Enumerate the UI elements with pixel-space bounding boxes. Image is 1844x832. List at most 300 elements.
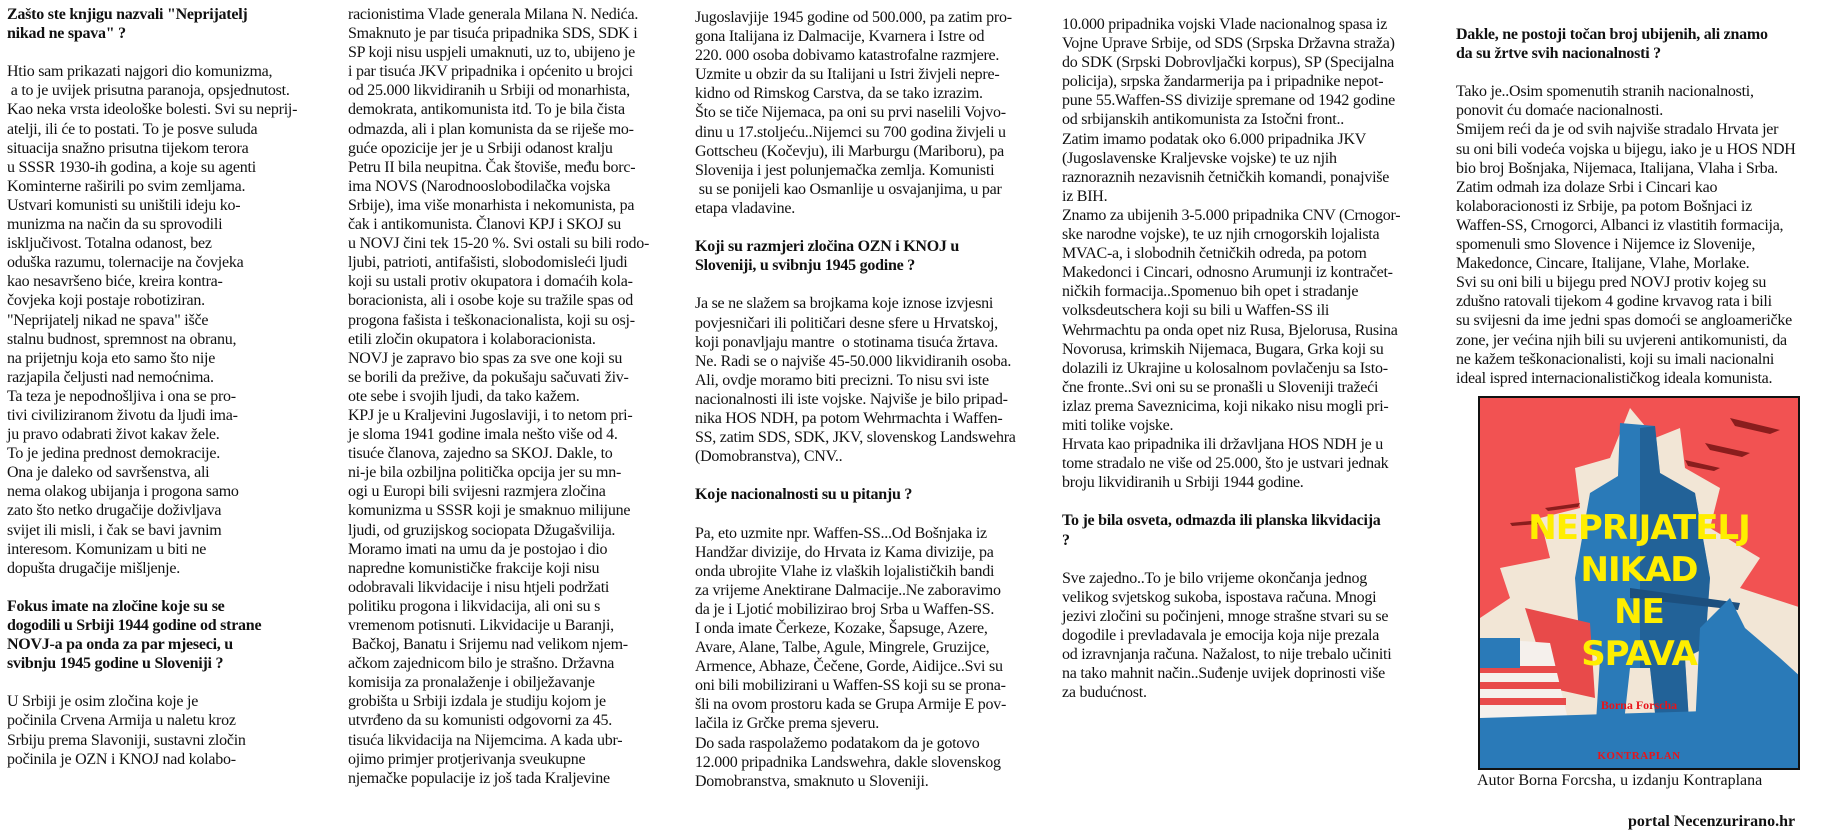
text-line: Novorusa, krimskih Nijemaca, Bugara, Grka koji su xyxy=(1062,340,1384,358)
poster-publisher: KONTRAPLAN xyxy=(1597,750,1681,762)
text-line-row xyxy=(1456,369,1840,388)
poster-title-line: NIKAD xyxy=(1580,550,1698,590)
text-line: do SDK (Srpski Dobrovljački korpus), SP (Specijalna xyxy=(1062,54,1394,72)
text-line: komisija za pronalaženje i obilježavanje xyxy=(348,674,595,692)
text-line-row xyxy=(7,750,341,769)
answer-paragraph xyxy=(1456,82,1840,388)
text-line-row xyxy=(7,521,341,540)
book-cover-image xyxy=(1478,396,1800,770)
text-line: u SSSR 1930-ih godina, a koje su agenti xyxy=(7,158,256,176)
column-5 xyxy=(1456,25,1840,407)
answer-paragraph xyxy=(1062,15,1449,492)
text-line: jezivi zločini su počinjeni, mnoge strašne stvari su se xyxy=(1062,607,1389,625)
text-line: munizma na način da su sprovodili xyxy=(7,216,223,234)
text-line: Makedonci i Cincari, odnosno Arumunji iz kontračet- xyxy=(1062,264,1393,282)
text-line-row xyxy=(348,177,688,196)
text-line: su oni bili vodeća vojska u bijegu, iako je u HOS NDH xyxy=(1456,140,1796,158)
text-line-row xyxy=(695,256,1055,275)
text-line: i par tisuća JKV pripadnika i općenito u brojci xyxy=(348,63,633,81)
text-line: Znamo za ubijenih 3-5.000 pripadnika CNV (Crnogor- xyxy=(1062,206,1401,224)
text-line: Hrvata kao pripadnika ili državljana HOS NDH je u xyxy=(1062,436,1383,454)
text-line-row xyxy=(695,65,1055,84)
text-line-row xyxy=(1062,263,1449,282)
text-line-row xyxy=(1062,454,1449,473)
text-line-row xyxy=(1456,82,1840,101)
text-line-row xyxy=(1062,168,1449,187)
text-line-row xyxy=(1456,197,1840,216)
text-line: Ta teza je nepodnošljiva i ona se pro- xyxy=(7,387,236,405)
text-line-row xyxy=(1062,244,1449,263)
text-line: stalnu budnost, spremnost na obranu, xyxy=(7,330,237,348)
text-line-row xyxy=(7,139,341,158)
text-line-row xyxy=(348,291,688,310)
text-line: Gottscheu (Kočevju), ili Marburgu (Mariboru), pa xyxy=(695,142,1004,160)
text-line-row xyxy=(1062,683,1449,702)
text-line: boracionista, ali i osobe koje su tražile spas od xyxy=(348,292,634,310)
text-line-row xyxy=(348,501,688,520)
text-line-row xyxy=(348,330,688,349)
text-line-row xyxy=(348,196,688,215)
answer-paragraph xyxy=(695,294,1055,466)
answer-paragraph xyxy=(7,692,341,768)
text-line-row xyxy=(7,444,341,463)
text-line: Makedonce, Cincare, Italijane, Vlahe, Morlake. xyxy=(1456,255,1750,273)
text-line: dopušta drugačije mišljenje. xyxy=(7,559,180,577)
text-line-row xyxy=(348,463,688,482)
text-line-row xyxy=(695,8,1055,27)
text-line-row xyxy=(7,616,341,635)
text-line: Ali, ovdje moramo biti precizni. To nisu svi iste xyxy=(695,371,989,389)
text-line-row xyxy=(7,731,341,750)
text-line: etapa vladavine. xyxy=(695,199,795,217)
text-line-row xyxy=(695,734,1055,753)
text-line: ničkih formacija..Spomenuo bih opet i stradanje xyxy=(1062,283,1359,301)
text-line: Smijem reći da je od svih najviše stradalo Hrvata jer xyxy=(1456,121,1779,139)
text-line-row xyxy=(348,24,688,43)
text-line-row xyxy=(695,524,1055,543)
text-line: onda ubrojite Vlahe iz vlaških lojalističkih bandi xyxy=(695,562,995,580)
text-line-row xyxy=(348,425,688,444)
text-line-row xyxy=(1456,273,1840,292)
text-line: Avare, Alane, Talbe, Agule, Mingrele, Gruzijce, xyxy=(695,639,990,657)
text-line-row xyxy=(1062,569,1449,588)
text-line: Moramo imati na umu da je postojao i dio xyxy=(348,540,608,558)
text-line-row xyxy=(1062,607,1449,626)
text-line: kolaboracionosti iz Srbije, pa potom Bošnjaci iz xyxy=(1456,197,1752,215)
text-line: ogi u Europi bili svijesni razmjera zločina xyxy=(348,483,606,501)
text-line: počinila Crvena Armija u naletu kroz xyxy=(7,712,236,730)
text-line-row xyxy=(348,62,688,81)
text-line: koji ponavljaju mantre o stotinama tisuća žrtava. xyxy=(695,333,998,351)
text-line-row xyxy=(7,177,341,196)
text-line-row xyxy=(1062,282,1449,301)
text-line: a to je uvijek prisutna paranoja, opsjednutost. xyxy=(7,82,290,100)
text-line: od srbijanskih antikomunista za Istočni front.. xyxy=(1062,111,1344,129)
text-line-row xyxy=(1062,473,1449,492)
text-line: 12.000 pripadnika Landswehra, dakle slovenskog xyxy=(695,753,1001,771)
column-1 xyxy=(7,5,341,788)
question-heading xyxy=(695,485,1055,504)
text-line: komunizma u SSSR koji je smaknuo milijune xyxy=(348,502,631,520)
text-line: Ona je daleko od savršenstva, ali xyxy=(7,464,210,482)
text-line-row xyxy=(1062,149,1449,168)
text-line: na tako mahnit način..Suđenje uvijek doprinosti više xyxy=(1062,665,1385,683)
text-line-row xyxy=(1062,359,1449,378)
text-line-row xyxy=(695,123,1055,142)
text-line: U Srbiji je osim zločina koje je xyxy=(7,693,199,711)
text-line-row xyxy=(1062,588,1449,607)
text-line: lačila iz Grčke prema sjeveru. xyxy=(695,715,879,733)
text-line-row xyxy=(7,272,341,291)
text-line-row xyxy=(348,120,688,139)
text-line: Petru II bila neupitna. Čak štoviše, među borc- xyxy=(348,158,636,176)
text-line-row xyxy=(695,46,1055,65)
text-line-row xyxy=(695,447,1055,466)
text-line-row xyxy=(7,597,341,616)
column-4 xyxy=(1062,15,1449,721)
text-line-row xyxy=(1062,91,1449,110)
text-line-row xyxy=(348,387,688,406)
text-line: Zatim imamo podatak oko 6.000 pripadnika JKV xyxy=(1062,130,1367,148)
text-line-row xyxy=(695,638,1055,657)
text-line: gona Italijana iz Dalmacije, Kvarnera i Istre od xyxy=(695,28,985,46)
text-line: volksdeutschera koji su bili u Waffen-SS ili xyxy=(1062,302,1330,320)
text-line-row xyxy=(7,311,341,330)
text-line: ima NOVS (Narodnooslobodilačka vojska xyxy=(348,177,611,195)
text-line-row xyxy=(1456,159,1840,178)
text-line-row xyxy=(1456,140,1840,159)
text-line-row xyxy=(7,482,341,501)
text-line-row xyxy=(7,406,341,425)
text-line-row xyxy=(1062,206,1449,225)
text-line-row xyxy=(7,501,341,520)
text-line-row xyxy=(348,635,688,654)
text-line: je sloma 1941 godine imala nešto više od 4. xyxy=(348,426,618,444)
text-line-row xyxy=(695,428,1055,447)
text-line-row xyxy=(348,750,688,769)
text-line: ačkom zajednicom bilo je strašno. Državna xyxy=(348,655,615,673)
text-line: za budućnost. xyxy=(1062,684,1147,702)
text-line: su se ponijeli kao Osmanlije u osvajanjima, u par xyxy=(695,180,1002,198)
text-line-row xyxy=(695,619,1055,638)
text-line-row xyxy=(348,559,688,578)
text-line: zone, jer većina njih bili su uvjereni antikomunisti, da xyxy=(1456,331,1787,349)
text-line-row xyxy=(348,368,688,387)
text-line: da je i Ljotić mobilizirao broj Srba u Waffen-SS. xyxy=(695,600,995,618)
poster-author: Borna Forscha xyxy=(1600,698,1678,712)
text-line-row xyxy=(7,234,341,253)
text-line: Handžar divizije, do Hrvata iz Kama divizije, pa xyxy=(695,543,994,561)
text-line-row xyxy=(695,199,1055,218)
text-line-row xyxy=(348,540,688,559)
text-line-row xyxy=(348,597,688,616)
text-line: počinila je OZN i KNOJ nad kolabo- xyxy=(7,750,236,768)
question-heading xyxy=(7,5,341,43)
text-line-row xyxy=(348,81,688,100)
text-line: odmazda, ali i plan komunista da se riješe mo- xyxy=(348,120,634,138)
text-line-row xyxy=(348,5,688,24)
text-line: etili zločin okupatora i kolaboracionista. xyxy=(348,330,596,348)
text-line: odobravali likvidacije i nisu htjeli podržati xyxy=(348,578,610,596)
text-line-row xyxy=(1062,626,1449,645)
text-line: ojimo primjer protjerivanja sveukupne xyxy=(348,750,586,768)
text-line-row xyxy=(7,120,341,139)
text-line-row xyxy=(348,654,688,673)
text-line: ne kažem teškonacionalisti, koji su imali nacionalni xyxy=(1456,350,1775,368)
text-line: Sloveniji, u svibnju 1945 godine ? xyxy=(695,257,915,275)
text-line-row xyxy=(7,24,341,43)
text-line: Jugoslavjije 1945 godine od 500.000, pa zatim pro- xyxy=(695,9,1012,26)
text-line-row xyxy=(695,676,1055,695)
text-line-row xyxy=(348,444,688,463)
text-line: To je bila osveta, odmazda ili planska likvidacija xyxy=(1062,512,1381,530)
text-line: Waffen-SS, Crnogorci, Albanci iz vlastitih formacija, xyxy=(1456,216,1784,234)
text-line: ni-je bila ozbiljna politička opcija jer su mn- xyxy=(348,464,622,482)
text-line: tome stradalo ne više od 25.000, što je ustvari jednak xyxy=(1062,455,1389,473)
text-line: svijet ili misli, i čak se bavi javnim xyxy=(7,521,222,539)
text-line-row xyxy=(695,562,1055,581)
answer-paragraph xyxy=(348,5,688,788)
text-line-row xyxy=(7,559,341,578)
text-line: koji su ustali protiv okupatora i domaćih kola- xyxy=(348,273,633,291)
text-line: Svi su oni bili u bijegu pred NOVJ protiv kojeg su xyxy=(1456,274,1767,292)
text-line-row xyxy=(1456,44,1840,63)
text-line-row xyxy=(1062,110,1449,129)
text-line: "Neprijatelj nikad ne spava" išče xyxy=(7,311,209,329)
text-line: Koji su razmjeri zločina OZN i KNOJ u xyxy=(695,238,960,256)
text-line: guće opozicije jer je u Srbiji odanost kralju xyxy=(348,139,613,157)
text-line: Srbiju prema Slavoniji, sustavni zločin xyxy=(7,731,246,749)
answer-paragraph xyxy=(7,62,341,578)
text-line: na prijetnju koja eto samo što nije xyxy=(7,349,216,367)
text-line-row xyxy=(695,352,1055,371)
answer-paragraph xyxy=(695,8,1055,218)
question-heading xyxy=(695,237,1055,275)
text-line-row xyxy=(1456,254,1840,273)
text-line: dolazili iz Ukrajine u kolosalnom povlačenju sa Isto- xyxy=(1062,359,1388,377)
text-line-row xyxy=(1062,645,1449,664)
text-line-row xyxy=(348,272,688,291)
text-line-row xyxy=(1062,321,1449,340)
text-line-row xyxy=(7,291,341,310)
column-3 xyxy=(695,8,1055,810)
source-credit: portal Necenzurirano.hr xyxy=(1628,813,1796,830)
text-line: I onda imate Čerkeze, Kozake, Šapsuge, Azere, xyxy=(695,620,988,637)
text-line: NOVJ-a pa onda za par mjeseci, u xyxy=(7,636,233,654)
text-line-row xyxy=(7,711,341,730)
text-line-row xyxy=(695,409,1055,428)
text-line: Ustvari komunisti su uništili ideju ko- xyxy=(7,196,241,214)
text-line: politiku progona i likvidacija, ali oni su s xyxy=(348,597,601,615)
text-line-row xyxy=(695,161,1055,180)
text-line: njemačke populacije iz još tada Kraljevine xyxy=(348,769,610,787)
text-line-row xyxy=(348,711,688,730)
text-line: Bačkoj, Banatu i Srijemu nad velikom njem- xyxy=(348,636,628,654)
text-line: 220. 000 osoba dobivamo katastrofalne razmjere. xyxy=(695,47,1000,65)
text-line-row xyxy=(348,349,688,368)
text-line-row xyxy=(1062,511,1449,530)
text-line-row xyxy=(1062,130,1449,149)
text-line: od izravnjanja računa. Nažalost, to nije trebalo učiniti xyxy=(1062,646,1392,664)
text-line: Ne. Radi se o najviše 45-50.000 likvidiranih osoba. xyxy=(695,352,1012,370)
text-line-row xyxy=(7,5,341,24)
text-line: Vojne Uprave Srbije, od SDS (Srpska Državna straža) xyxy=(1062,35,1395,53)
text-line: isključivost. Totalna odanost, bez xyxy=(7,235,212,253)
text-line-row xyxy=(1456,292,1840,311)
text-line-row xyxy=(695,390,1055,409)
text-line-row xyxy=(1062,187,1449,206)
text-line-row xyxy=(1456,350,1840,369)
text-line: Armence, Abhaze, Čečene, Gorde, Aidijce..Svi su xyxy=(695,658,1003,676)
text-line-row xyxy=(1062,435,1449,454)
poster-title-line: SPAVA xyxy=(1581,634,1697,674)
text-line: tivi civiliziranom životu da ljudi ima- xyxy=(7,406,238,424)
text-line-row xyxy=(7,425,341,444)
text-line-row xyxy=(348,311,688,330)
text-line-row xyxy=(348,769,688,788)
text-line-row xyxy=(7,368,341,387)
text-line-row xyxy=(7,349,341,368)
question-heading xyxy=(7,597,341,673)
answer-paragraph xyxy=(695,524,1055,791)
text-line-row xyxy=(695,695,1055,714)
text-line: čovjeka koji postaje robotiziran. xyxy=(7,292,205,310)
poster-title-line: NE xyxy=(1614,592,1664,632)
text-line-row xyxy=(695,753,1055,772)
column-2 xyxy=(348,5,688,807)
text-line-row xyxy=(348,406,688,425)
text-line-row xyxy=(1062,301,1449,320)
text-line: zato što netko drugačije doživljava xyxy=(7,502,222,520)
text-line: Wehrmachtu pa onda opet niz Rusa, Bjelorusa, Rusina xyxy=(1062,321,1398,339)
text-line: Što se tiče Nijemaca, pa oni su prvi naselili Vojvo- xyxy=(695,104,1006,122)
text-line: ljubi, patrioti, antifašisti, slobodomisleći ljudi xyxy=(348,254,628,272)
text-line: bio broj Bošnjaka, Nijemaca, Italijana, Vlaha i Srba. xyxy=(1456,159,1778,177)
text-line-row xyxy=(348,100,688,119)
text-line-row xyxy=(1062,53,1449,72)
text-line-row xyxy=(7,387,341,406)
text-line: grobišta u Srbiji izdala je studiju kojom je xyxy=(348,693,606,711)
text-line: policija), srpska žandarmerija pa i pripadnike nepot- xyxy=(1062,73,1384,91)
text-line-row xyxy=(695,237,1055,256)
text-line: Srbije), ima više monarhista i nekomunista, pa xyxy=(348,196,635,214)
text-line: čne fronte..Svi oni su se pronašli u Sloveniji tražeći xyxy=(1062,378,1379,396)
text-line-row xyxy=(1456,216,1840,235)
text-line: Fokus imate na zločine koje su se xyxy=(7,597,225,615)
text-line: To je jedina prednost demokracije. xyxy=(7,445,220,463)
text-line-row xyxy=(348,43,688,62)
text-line: NOVJ je zapravo bio spas za sve one koji su xyxy=(348,349,623,367)
text-line-row xyxy=(1062,340,1449,359)
text-line: Slovenija i jest polunjemačka zemlja. Komunisti xyxy=(695,161,995,179)
text-line-row xyxy=(1456,331,1840,350)
text-line-row xyxy=(695,294,1055,313)
text-line-row xyxy=(1456,235,1840,254)
text-line: broju likvidiranih u Srbiji 1944 godine. xyxy=(1062,474,1304,492)
text-line: dogodile i prevladavala je emocija koja nije prezala xyxy=(1062,627,1380,644)
text-line: situacija snažno prisutna tijekom terora xyxy=(7,139,249,157)
text-line: ju pravo odabrati život kakav žele. xyxy=(7,426,220,444)
text-line-row xyxy=(7,635,341,654)
text-line: demokrata, antikomunista itd. To je bila čista xyxy=(348,101,625,119)
text-line: čak i antikomunista. Članovi KPJ i SKOJ su xyxy=(348,216,622,234)
text-line: Ja se ne slažem sa brojkama koje iznose izvjesni xyxy=(695,295,994,313)
text-line: nikad ne spava" ? xyxy=(7,25,126,43)
text-line-row xyxy=(695,543,1055,562)
text-line: atelji, ili će to postati. To je posve suluda xyxy=(7,120,258,138)
text-line: ? xyxy=(1062,531,1070,549)
text-line: Dakle, ne postoji točan broj ubijenih, ali znamo xyxy=(1456,26,1768,43)
text-line: SP koji nisu uspjeli umaknuti, uz to, ubijeno je xyxy=(348,44,635,62)
text-line-row xyxy=(7,253,341,272)
text-line: dinu u 17.stoljeću..Nijemci su 700 godina živjeli u xyxy=(695,123,1006,141)
text-line-row xyxy=(7,100,341,119)
text-line: povjesničari ili političari desne sfere u Hrvatskoj, xyxy=(695,314,998,332)
text-line: Htio sam prikazati najgori dio komunizma, xyxy=(7,63,273,81)
text-line-row xyxy=(7,215,341,234)
text-line: ske narodne vojske), te uz njih crnogorskih lojalista xyxy=(1062,226,1380,244)
text-line-row xyxy=(7,81,341,100)
text-line: miti tolike vojske. xyxy=(1062,416,1174,434)
question-heading xyxy=(1456,25,1840,63)
text-line: Do sada raspolažemo podatakom da je gotovo xyxy=(695,734,980,752)
text-line-row xyxy=(7,540,341,559)
poster-title-line: NEPRIJATELJ xyxy=(1528,508,1750,548)
text-line: tisuća likvidacija na Nijemcima. A kada ubr- xyxy=(348,731,623,749)
text-line: SS, zatim SDS, SDK, JKV, slovenskog Landswehra xyxy=(695,429,1016,447)
text-line: u NOVJ čini tek 15-20 %. Svi ostali su bili rodo- xyxy=(348,235,650,253)
text-line-row xyxy=(695,27,1055,46)
text-line-row xyxy=(348,692,688,711)
text-line: ote sebe i svojih ljudi, da tako kažem. xyxy=(348,387,580,405)
text-line-row xyxy=(7,330,341,349)
text-line-row xyxy=(695,84,1055,103)
text-line: za vrijeme Anektirane Dalmacije..Ne zaboravimo xyxy=(695,581,1001,599)
text-line-row xyxy=(1062,397,1449,416)
text-line-row xyxy=(1456,311,1840,330)
text-line: svibnju 1945 godine u Sloveniji ? xyxy=(7,655,224,673)
text-line-row xyxy=(695,314,1055,333)
text-line-row xyxy=(695,772,1055,791)
text-line-row xyxy=(1456,25,1840,44)
text-line-row xyxy=(348,616,688,635)
text-line-row xyxy=(695,581,1055,600)
text-line: utvrđeno da su komunisti odgovorni za 45. xyxy=(348,712,612,730)
text-line-row xyxy=(1456,120,1840,139)
text-line: Domobranstva, smaknuto u Sloveniji. xyxy=(695,772,929,790)
text-line: pune 55.Waffen-SS divizije spremane od 1942 godine xyxy=(1062,92,1395,110)
text-line-row xyxy=(695,485,1055,504)
text-line: Smaknuto je par tisuća pripadnika SDS, SDK i xyxy=(348,25,638,43)
text-line: kao nesavršeno biće, kreira kontra- xyxy=(7,273,223,291)
text-line-row xyxy=(695,180,1055,199)
text-line-row xyxy=(695,333,1055,352)
text-line-row xyxy=(695,142,1055,161)
text-line-row xyxy=(7,196,341,215)
text-line: spomenuli smo Slovence i Nijemce iz Slovenije, xyxy=(1456,236,1756,254)
text-line: ponovit ću domaće nacionalnosti. xyxy=(1456,102,1664,120)
text-line: se borili da prežive, da pokušaju sačuvati živ- xyxy=(348,368,629,386)
text-line: su svijesni da ime jedni spas domoći se angloameričke xyxy=(1456,312,1792,330)
text-line: (Domobranstva), CNV.. xyxy=(695,448,843,466)
text-line: interesom. Komunizam u biti ne xyxy=(7,540,207,558)
text-line: da su žrtve svih nacionalnosti ? xyxy=(1456,45,1661,63)
text-line: tisuće članova, zajedno sa SKOJ. Dakle, to xyxy=(348,445,613,463)
text-line: progona fašista i teškonacionalista, koji su osj- xyxy=(348,311,635,329)
text-line-row xyxy=(1062,416,1449,435)
text-line: Kominterne raširili po svim zemljama. xyxy=(7,177,246,195)
text-line-row xyxy=(348,139,688,158)
